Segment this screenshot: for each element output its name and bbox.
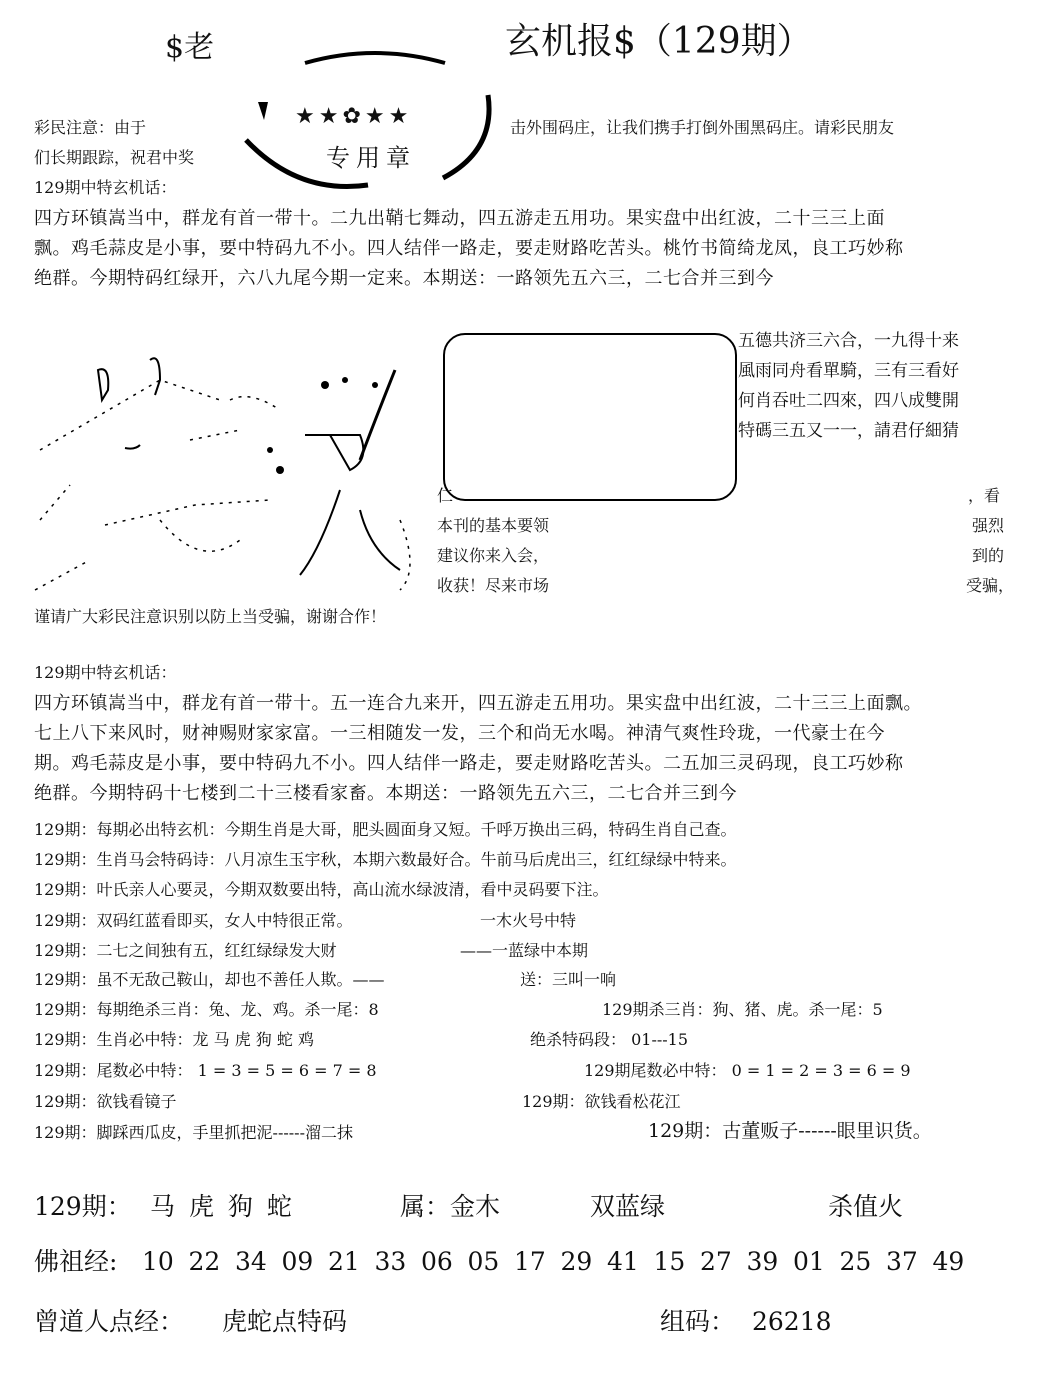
tip-left: 129期：二七之间独有五，红红绿绿发大财 [34,941,337,960]
buddha-number: 21 [328,1247,360,1276]
buddha-number: 05 [467,1247,500,1276]
tip-right: ——一蓝绿中本期 [460,941,589,960]
sketch-illustration [30,340,430,580]
tip-right: 129期杀三肖：狗、猪、虎。杀一尾：5 [602,1000,883,1019]
section1-line: 四方环镇嵩当中，群龙有首一带十。二九出鞘七舞动，四五游走五用功。果实盘中出红波，二十三三上面 [34,208,885,229]
notice-line1-right: 击外围码庄，让我们携手打倒外围黑码庄。请彩民朋友 [510,118,895,137]
section1-line: 绝群。今期特码红绿开，六八九尾今期一定来。本期送：一路领先五六三，二七合并三到今 [34,268,774,289]
buddha-number: 06 [421,1247,453,1276]
tip-left: 129期：叶氏亲人心要灵，今期双数要出特，高山流水绿波清，看中灵码要下注。 [34,880,609,899]
tip-right: 129期：欲钱看松花江 [522,1092,681,1111]
tip-right: 绝杀特码段： 01---15 [530,1030,689,1049]
buddha-number: 17 [514,1247,546,1276]
buddha-number: 15 [653,1247,686,1276]
ad-right-line: ，看 [968,486,1001,505]
ad-left-line: 本刊的基本要领 [437,516,550,535]
tip-left: 129期：生肖马会特码诗：八月凉生玉宇秋，本期六数最好合。牛前马后虎出三，红红绿绿中特来。 [34,850,737,869]
notice-line2-left: 们长期跟踪，祝君中奖 [34,148,195,167]
ad-left-line: 仁 [437,486,454,505]
warning-text: 谨请广大彩民注意识别以防上当受骗，谢谢合作！ [34,607,387,626]
buddha-label: 佛祖经: [34,1247,118,1276]
tip-left: 129期：每期必出特玄机：今期生肖是大哥，肥头圆面身又短。千呼万换出三码，特码生肖自己查。 [34,820,737,839]
buddha-number: 39 [746,1247,779,1276]
ad-right-line: 到的 [972,546,1005,565]
buddha-number: 09 [281,1247,314,1276]
summary-colors: 双蓝绿 [590,1192,666,1221]
buddha-number: 10 [142,1247,174,1276]
tip-left: 129期：生肖必中特：龙 马 虎 狗 蛇 鸡 [34,1030,314,1049]
buddha-numbers [142,1247,979,1277]
tip-right: 一木火号中特 [480,911,577,930]
section1-heading: 129期中特玄机话： [34,178,177,197]
buddha-number: 49 [932,1247,965,1276]
section2-line: 期。鸡毛蒜皮是小事，要中特码九不小。四人结伴一路走，要走财路吃苦头。二五加三灵码现，良工巧妙称 [34,753,904,774]
ad-left-line: 收获！尽来市场 [437,576,550,595]
buddha-number: 25 [839,1247,872,1276]
notice-line1-left: 彩民注意：由于 [34,118,147,137]
seal-text: 专用章 [326,144,416,172]
summary-period: 129期： [34,1192,132,1221]
section1-line: 飘。鸡毛蒜皮是小事，要中特码九不小。四人结伴一路走，要走财路吃苦头。桃竹书简绮龙凤，良工巧妙称 [34,238,904,259]
buddha-number: 37 [886,1247,918,1276]
seal-stars: ★★✿★★ [295,104,413,129]
blank-rounded-box [443,333,737,501]
monk-label: 曾道人点经： [34,1307,185,1336]
section2-heading: 129期中特玄机话： [34,663,177,682]
tip-right: 送：三叫一响 [520,970,617,989]
tip-right: 129期尾数必中特： 0 = 1 = 2 = 3 = 6 = 9 [584,1061,911,1080]
section2-line: 七上八下来风时，财神赐财家家富。一三相随发一发，三个和尚无水喝。神清气爽性玲珑，一代豪士在今 [34,723,885,744]
buddha-number: 41 [607,1247,639,1276]
buddha-number: 27 [700,1247,732,1276]
buddha-number: 34 [235,1247,267,1276]
poem-line: 五德共济三六合，一九得十来 [738,331,959,351]
tip-left: 129期：尾数必中特： 1 = 3 = 5 = 6 = 7 = 8 [34,1061,377,1080]
group-value: 26218 [752,1307,832,1336]
buddha-number: 29 [560,1247,593,1276]
tip-left: 129期：每期绝杀三肖：兔、龙、鸡。杀一尾：8 [34,1000,379,1019]
buddha-number: 01 [793,1247,825,1276]
monk-text: 虎蛇点特码 [222,1307,348,1336]
summary-element: 属：金木 [400,1192,501,1221]
ad-left-line: 建议你来入会， [437,546,550,565]
poem-line: 風雨同舟看單騎，三有三看好 [738,361,959,381]
group-label: 组码： [660,1307,736,1336]
seal-arc-top [300,48,450,68]
summary-kill: 杀值火 [828,1192,904,1221]
summary-zodiacs: 马 虎 狗 蛇 [150,1192,292,1221]
tip-right: 129期：古董贩子------眼里识货。 [648,1120,932,1142]
tip-left: 129期：脚踩西瓜皮，手里抓把泥------溜二抹 [34,1123,353,1142]
ad-right-line: 受骗， [966,576,1015,595]
ad-right-line: 强烈 [972,516,1005,535]
section2-line: 四方环镇嵩当中，群龙有首一带十。五一连合九来开，四五游走五用功。果实盘中出红波，二十三三上面飘。 [34,693,922,714]
header-fragment: $老 [165,30,215,65]
poem-line: 何肖吞吐二四來，四八成雙開 [738,391,959,411]
tip-left: 129期：虽不无敌己鞍山，却也不善任人欺。—— [34,970,385,989]
tip-left: 129期：欲钱看镜子 [34,1092,177,1111]
page-title: 玄机报$（129期） [505,21,813,62]
section2-line: 绝群。今期特码十七楼到二十三楼看家畜。本期送：一路领先五六三，二七合并三到今 [34,783,737,804]
tip-left: 129期：双码红蓝看即买，女人中特很正常。 [34,911,353,930]
buddha-number: 33 [374,1247,407,1276]
buddha-number: 22 [188,1247,221,1276]
poem-line: 特碼三五又一一，請君仔細猜 [738,421,959,441]
